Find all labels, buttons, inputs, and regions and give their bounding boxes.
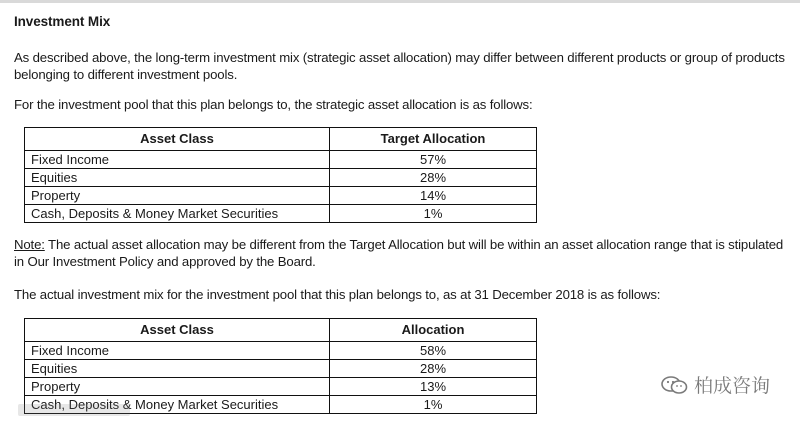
- pool-paragraph: For the investment pool that this plan belongs to, the strategic asset allocation is as follows:: [14, 97, 533, 112]
- section-heading: Investment Mix: [14, 14, 111, 29]
- asset-class-cell: Equities: [25, 360, 330, 378]
- allocation-cell: 57%: [330, 151, 537, 169]
- table-row: [25, 151, 537, 169]
- target-allocation-table: [24, 127, 537, 223]
- watermark-text: 柏成咨询: [694, 375, 771, 397]
- actual-allocation-table: [24, 318, 537, 414]
- asset-class-cell: Fixed Income: [25, 342, 330, 360]
- allocation-cell: 1%: [330, 396, 537, 414]
- table-row: [25, 378, 537, 396]
- column-header-asset-class: Asset Class: [25, 128, 330, 151]
- asset-class-cell: Cash, Deposits & Money Market Securities: [25, 205, 330, 223]
- note-label: Note:: [14, 237, 45, 252]
- wechat-icon: [660, 375, 688, 395]
- allocation-cell: 28%: [330, 360, 537, 378]
- watermark: [660, 371, 770, 398]
- asset-class-cell: Cash, Deposits & Money Market Securities: [25, 396, 330, 414]
- table-row: [25, 205, 537, 223]
- asset-class-cell: Fixed Income: [25, 151, 330, 169]
- table-row: [25, 342, 537, 360]
- allocation-cell: 28%: [330, 169, 537, 187]
- asset-class-cell: Property: [25, 187, 330, 205]
- table-header-row: [25, 128, 537, 151]
- table-row: [25, 187, 537, 205]
- column-header-target-allocation: Target Allocation: [330, 128, 537, 151]
- allocation-cell: 13%: [330, 378, 537, 396]
- table-header-row: [25, 319, 537, 342]
- note-text: The actual asset allocation may be different from the Target Allocation but will be within an asset allocation range that is stipulated in Our Investment Policy and approved by the Board.: [14, 237, 784, 269]
- table-row: [25, 169, 537, 187]
- asset-class-cell: Equities: [25, 169, 330, 187]
- table-row: [25, 360, 537, 378]
- intro-paragraph: As described above, the long-term investment mix (strategic asset allocation) may differ between different products or group of products belonging to different investment pools.: [14, 50, 785, 82]
- overlay-smudge: [18, 404, 130, 416]
- allocation-cell: 14%: [330, 187, 537, 205]
- asset-class-cell: Property: [25, 378, 330, 396]
- actual-mix-paragraph: The actual investment mix for the investment pool that this plan belongs to, as at 31 December 2018 is as follows:: [14, 287, 661, 302]
- note-paragraph: [14, 236, 789, 270]
- column-header-asset-class: Asset Class: [25, 319, 330, 342]
- allocation-cell: 58%: [330, 342, 537, 360]
- column-header-allocation: Allocation: [330, 319, 537, 342]
- page-edge: [0, 0, 800, 3]
- allocation-cell: 1%: [330, 205, 537, 223]
